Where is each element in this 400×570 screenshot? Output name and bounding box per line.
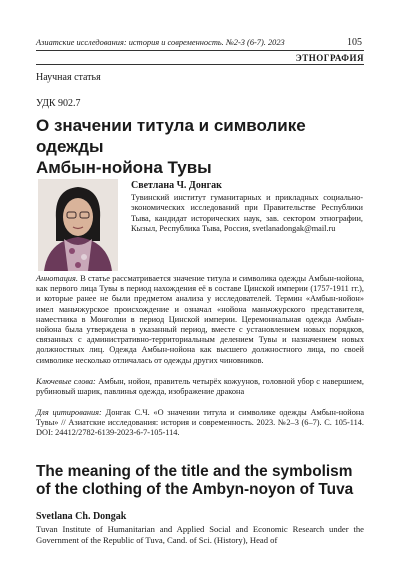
title-en-line-2: of the clothing of the Ambyn-noyon of Tuva	[36, 481, 354, 498]
article-type: Научная статья	[36, 72, 101, 83]
author-name: Светлана Ч. Донгак	[131, 180, 222, 191]
abstract-text: В статье рассматривается значение титула и символика одежды Амбын-нойона, как первого лица Тувы в период нахождения её в составе Цинской империи (1757-1911 гг.), и которые ранее не были предметом анализа у исследователей. Термин «Амбын-нойон» имел маньчжурское происхождение и означал «нойона маньчжурского представителя, наместника в Монголии в период Цинской империи. Церемониальная одежда Амбын-нойона была утверждена в указанный период, вместе с установлением новых порядков, связанных с административно-территориальным делением Тувы и назначением новых должностных лиц. Одежда Амбын-нойона как высшего должностного лица, по своей символике несколько отличалась от одежды других чиновников.	[36, 274, 364, 365]
keywords	[36, 377, 364, 397]
journal-running-header: Азиатские исследования: история и современность. №2-3 (6-7). 2023	[36, 38, 285, 47]
article-title-en	[36, 463, 376, 499]
author-affiliation-en: Tuvan Institute of Humanitarian and Applied Social and Economic Research under the Government of the Republic of Tuva, Cand. of Sci. (History), Head of	[36, 524, 364, 545]
citation-label: Для цитирования:	[36, 408, 102, 417]
citation	[36, 408, 364, 439]
abstract	[36, 274, 364, 366]
title-ru-line-1: О значении титула и символике одежды	[36, 116, 306, 156]
udk-code: УДК 902.7	[36, 98, 81, 109]
keywords-text: Амбын, нойон, правитель четырёх кожуунов, головной убор с навершием, рубиновый шарик, павлинья одежда, изображение дракона	[36, 377, 364, 397]
keywords-label: Ключевые слова:	[36, 377, 96, 386]
author-name-en: Svetlana Ch. Dongak	[36, 511, 127, 522]
section-rule	[36, 64, 364, 65]
author-photo	[38, 179, 118, 271]
page-number: 105	[347, 37, 362, 48]
title-en-line-1: The meaning of the title and the symbolism	[36, 463, 353, 480]
citation-text: Донгак С.Ч. «О значении титула и символике одежды Амбын-нойона Тувы» // Азиатские исследования: история и современность. 2023. №2–3 (6–7). С. 105-114. DOI: 24412/2782-6139-2023-6-7-105-114.	[36, 408, 365, 438]
section-heading: ЭТНОГРАФИЯ	[295, 53, 364, 63]
header-rule	[36, 50, 364, 51]
article-title-ru	[36, 115, 366, 178]
abstract-label: Аннотация.	[36, 274, 78, 283]
author-affiliation: Тувинский институт гуманитарных и прикладных социально-экономических исследований при Правительстве Республики Тыва, кандидат исторических наук, зав. сектором этнографии, Кызыл, Республика Тыва, Россия, svetlanadongak@mail.ru	[131, 193, 363, 233]
title-ru-line-2: Амбын-нойона Тувы	[36, 158, 212, 177]
